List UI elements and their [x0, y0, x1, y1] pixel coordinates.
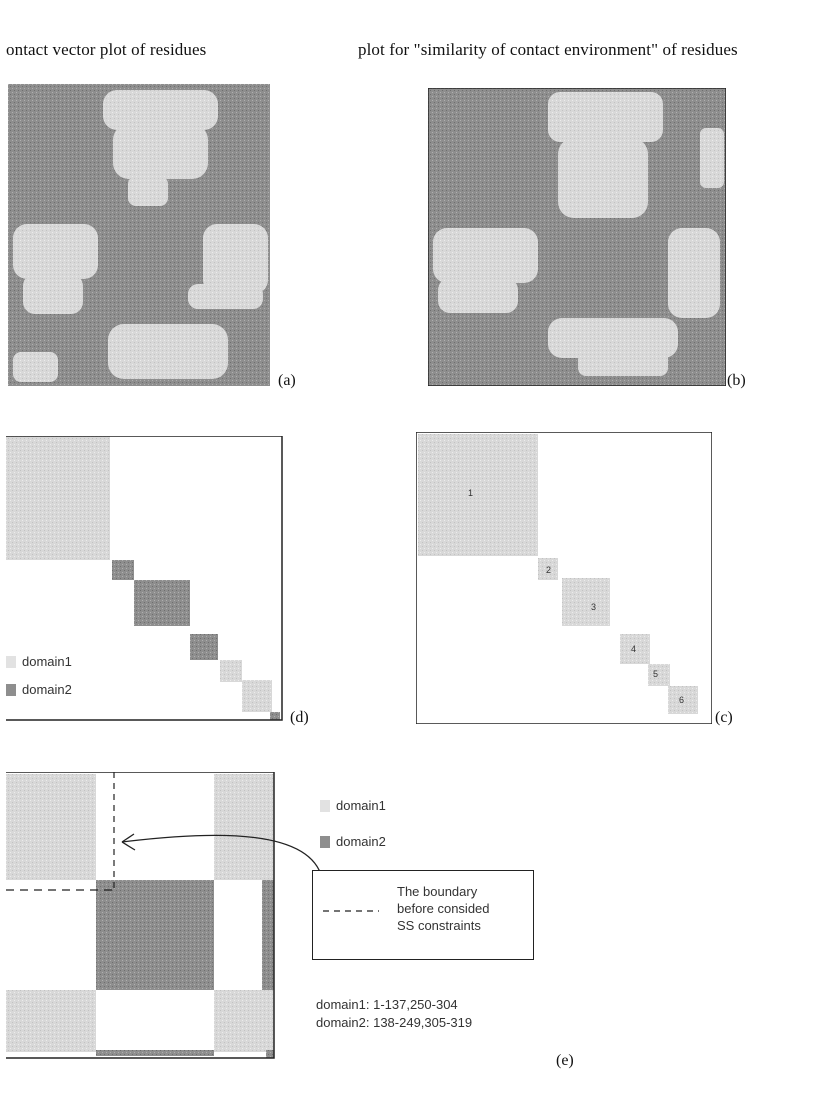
- domain2-swatch: [6, 684, 16, 696]
- domain1-info: domain1: 1-137,250-304: [316, 997, 458, 1012]
- panel-b-label: (b): [727, 372, 746, 389]
- panel-e-label: (e): [556, 1052, 574, 1069]
- note-line-1: The boundary: [397, 884, 478, 899]
- note-line-2: before consided: [397, 901, 490, 916]
- segment-label-1: 1: [468, 488, 474, 498]
- domain1-swatch: [320, 800, 330, 812]
- domain-info: [316, 996, 472, 1032]
- panel-d-label: (d): [290, 709, 309, 726]
- panel-a-label: (a): [278, 372, 296, 389]
- panel-d-legend-domain1-text: domain1: [22, 654, 72, 669]
- panel-e-legend-domain1-text: domain1: [336, 798, 386, 813]
- boundary-note-box: [312, 870, 534, 960]
- panel-d-legend-domain2-text: domain2: [22, 682, 72, 697]
- panel-a-contact-plot: [8, 84, 270, 386]
- note-line-3: SS constraints: [397, 918, 481, 933]
- panel-e-legend-domain2-text: domain2: [336, 834, 386, 849]
- segment-label-4: 4: [631, 644, 637, 654]
- panel-e-legend-domain1: [320, 798, 386, 813]
- title-right: plot for "similarity of contact environment" of residues: [358, 40, 738, 59]
- panel-d-legend-domain1: [6, 654, 72, 669]
- segment-label-6: 6: [679, 695, 685, 705]
- boundary-arrow: [100, 820, 340, 890]
- panel-d-legend-domain2: [6, 682, 72, 697]
- panel-b-similarity-plot: [428, 88, 726, 386]
- domain2-swatch: [320, 836, 330, 848]
- panel-e-boundary-plot: [6, 772, 278, 1060]
- segment-label-3: 3: [591, 602, 597, 612]
- segment-label-5: 5: [653, 669, 659, 679]
- segment-label-2: 2: [546, 565, 552, 575]
- panel-c-label: (c): [715, 709, 733, 726]
- panel-c-segment-plot: [416, 432, 712, 724]
- domain2-info: domain2: 138-249,305-319: [316, 1015, 473, 1030]
- panel-d-domain-plot: [6, 436, 284, 722]
- title-left: ontact vector plot of residues: [6, 40, 207, 59]
- domain1-swatch: [6, 656, 16, 668]
- panel-e-legend-domain2: [320, 834, 386, 849]
